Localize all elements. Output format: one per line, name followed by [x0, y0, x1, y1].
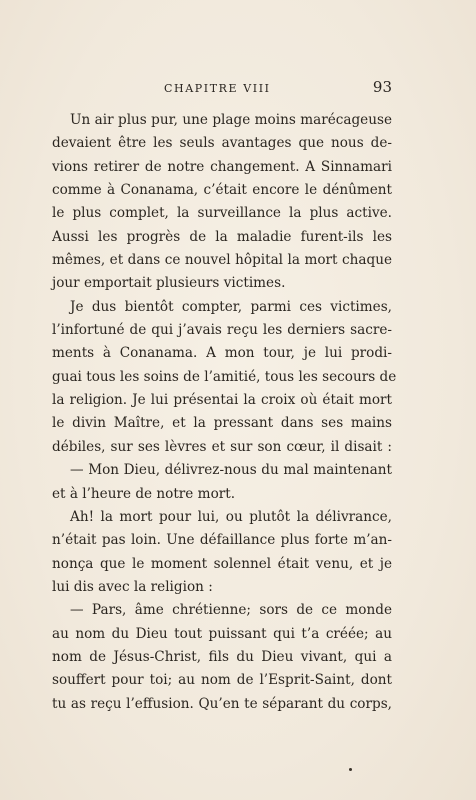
text-line: jour emportait plusieurs victimes.: [52, 275, 286, 292]
text-line: — Mon Dieu, délivrez-nous du mal maintenant: [70, 462, 392, 479]
text-line: Aussi les progrès de la maladie furent-ils les: [52, 228, 392, 245]
text-line: ments à Conanama. A mon tour, je lui prodi-: [52, 345, 392, 362]
text-line: Je dus bientôt compter, parmi ces victimes,: [70, 298, 392, 315]
text-line: Un air plus pur, une plage moins marécageuse: [70, 112, 392, 128]
body-text: [52, 109, 397, 716]
text-line: tu as reçu l’effusion. Qu’en te séparant du corps,: [52, 695, 392, 712]
text-line: et à l’heure de notre mort.: [52, 485, 236, 502]
text-line: comme à Conanama, c’était encore le dénûment: [52, 182, 392, 199]
text-line: mêmes, et dans ce nouvel hôpital la mort chaque: [52, 252, 392, 269]
page-number: 93: [372, 78, 392, 96]
running-head: [52, 78, 392, 102]
text-line: le plus complet, la surveillance la plus active.: [52, 205, 392, 222]
text-line: vions retirer de notre changement. A Sinnamari: [52, 158, 392, 175]
text-line: l’infortuné de qui j’avais reçu les derniers sacre-: [52, 322, 392, 339]
text-line: — Pars, âme chrétienne; sors de ce monde: [70, 602, 392, 619]
text-line: guai tous les soins de l’amitié, tous les secours de: [52, 368, 397, 385]
text-line: nonça que le moment solennel était venu, et je: [52, 555, 392, 572]
text-line: la religion. Je lui présentai la croix où était mort: [52, 392, 392, 409]
ink-speck: [349, 768, 352, 771]
text-line: le divin Maître, et la pressant dans ses mains: [52, 415, 392, 432]
text-line: au nom du Dieu tout puissant qui t’a créée; au: [52, 625, 392, 642]
text-line: souffert pour toi; au nom de l’Esprit-Saint, dont: [52, 672, 392, 689]
text-line: devaient être les seuls avantages que nous de-: [52, 135, 392, 152]
chapter-title: CHAPITRE VIII: [164, 82, 271, 95]
text-line: Ah! la mort pour lui, ou plutôt la délivrance,: [70, 508, 392, 525]
text-line: lui dis avec la religion :: [52, 578, 213, 595]
text-line: n’était pas loin. Une défaillance plus forte m’an-: [52, 532, 392, 549]
text-line: débiles, sur ses lèvres et sur son cœur, il disait :: [52, 438, 392, 455]
text-line: nom de Jésus-Christ, fils du Dieu vivant, qui a: [52, 648, 392, 665]
